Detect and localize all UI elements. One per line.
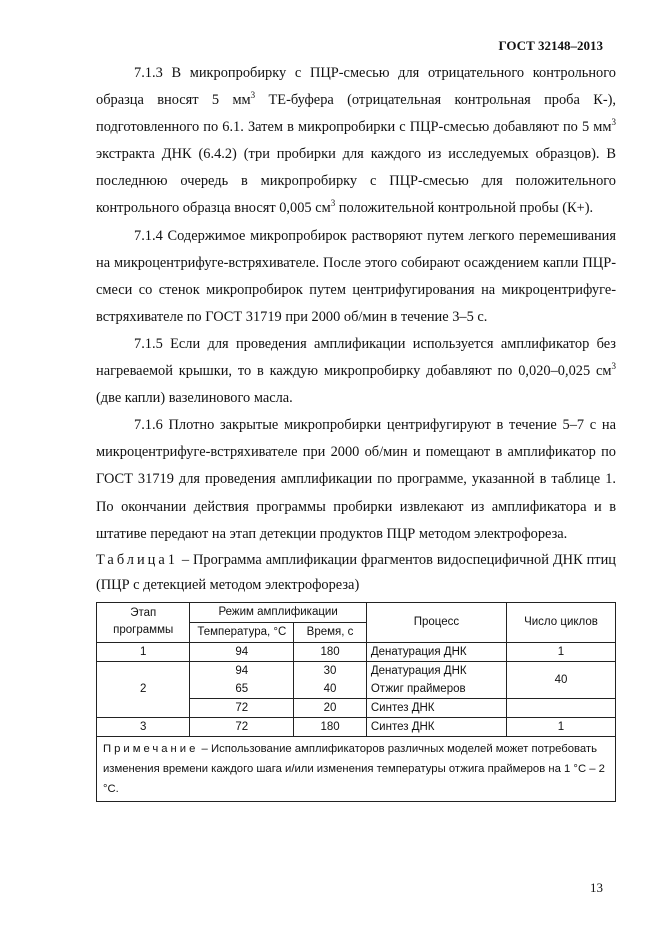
cell-stage: 3 — [97, 717, 190, 736]
table-caption — [96, 548, 616, 598]
cell-cycles: 1 — [506, 642, 615, 661]
header-temperature: Температура, °С — [190, 622, 294, 642]
cell-stage: 2 — [97, 661, 190, 717]
paragraph-7-1-5: 7.1.5 Если для проведения амплификации используется амплификатор без нагреваемой крышки, то в каждую микропробирку добавляют по 0,020–0,025 $см^3$ (две капли) вазелинового масла. — [96, 335, 616, 407]
cell-process: Отжиг праймеров — [366, 680, 506, 699]
header-cycles: Число циклов — [506, 602, 615, 642]
paragraph-7-1-3: 7.1.3 В микропробирку с ПЦР-смесью для отрицательного контрольного образца вносят 5 $мм^3$ ТЕ-буфера (отрицательная контрольная проба К-), подготовленного по 6.1. Затем в микропробирки с ПЦР-смесью добавляют по 5 $мм^3$ экстракта ДНК (6.4.2) (три пробирки для каждого из исследуемых образцов). В последнюю очередь в микропробирку с ПЦР-смесью для положительного контрольного образца вносят 0,005 $см^3$ положительной контрольной пробы (К+). — [96, 65, 617, 217]
page-content — [96, 60, 616, 802]
header-process: Процесс — [366, 602, 506, 642]
note-label: Примечание — [103, 742, 199, 755]
table-row — [97, 661, 616, 680]
cell-time: 30 — [294, 661, 367, 680]
note-text: – Использование амплификаторов различных моделей может потребовать изменения времени каждого шага и/или изменения температуры отжига праймеров на 1 °С – 2 °С. — [103, 742, 605, 795]
table-row — [97, 717, 616, 736]
cell-cycles: 1 — [506, 717, 615, 736]
cell-temperature: 72 — [190, 698, 294, 717]
cell-process: Денатурация ДНК — [366, 642, 506, 661]
cell-temperature: 94 — [190, 642, 294, 661]
paragraph-7-1-6: 7.1.6 Плотно закрытые микропробирки центрифугируют в течение 5–7 с на микроцентрифуге-встряхивателе при 2000 об/мин и помещают в амплификатор по ГОСТ 31719 для проведения амплификации по программе, указанной в таблице 1. По окончании действия программы пробирки извлекают из амплификатора и в штативе передают на этап детекции продуктов ПЦР методом электрофореза. — [96, 417, 616, 542]
cell-temperature: 72 — [190, 717, 294, 736]
header-mode: Режим амплификации — [190, 602, 366, 622]
cell-process: Синтез ДНК — [366, 698, 506, 717]
cell-time: 180 — [294, 717, 367, 736]
cell-time: 20 — [294, 698, 367, 717]
cell-temperature: 65 — [190, 680, 294, 699]
cell-time: 40 — [294, 680, 367, 699]
paragraph-7-1-4: 7.1.4 Содержимое микропробирок растворяют путем легкого перемешивания на микроцентрифуге-встряхивателе. После этого собирают осаждением капли ПЦР-смеси со стенок микропробирок путем центрифугирования на микроцентрифуге-встряхивателе по ГОСТ 31719 при 2000 об/мин в течение 3–5 с. — [96, 227, 616, 325]
cell-cycles-empty — [506, 698, 615, 717]
header-time: Время, с — [294, 622, 367, 642]
table-note-row — [97, 736, 616, 801]
table-row — [97, 642, 616, 661]
cell-process: Синтез ДНК — [366, 717, 506, 736]
cell-time: 180 — [294, 642, 367, 661]
table-caption-text: – Программа амплификации фрагментов видоспецифичной ДНК птиц (ПЦР с детекцией методом электрофореза) — [96, 551, 616, 593]
table-header-row — [97, 602, 616, 622]
document-code: ГОСТ 32148–2013 — [498, 38, 603, 53]
cell-temperature: 94 — [190, 661, 294, 680]
page-number: 13 — [590, 880, 603, 895]
cell-process: Денатурация ДНК — [366, 661, 506, 680]
table-caption-label: Таблица1 — [96, 551, 178, 568]
table-note — [97, 736, 616, 801]
cell-cycles: 40 — [506, 661, 615, 698]
header-stage: Этап программы — [97, 602, 190, 642]
cell-stage: 1 — [97, 642, 190, 661]
amplification-program-table — [96, 602, 616, 802]
